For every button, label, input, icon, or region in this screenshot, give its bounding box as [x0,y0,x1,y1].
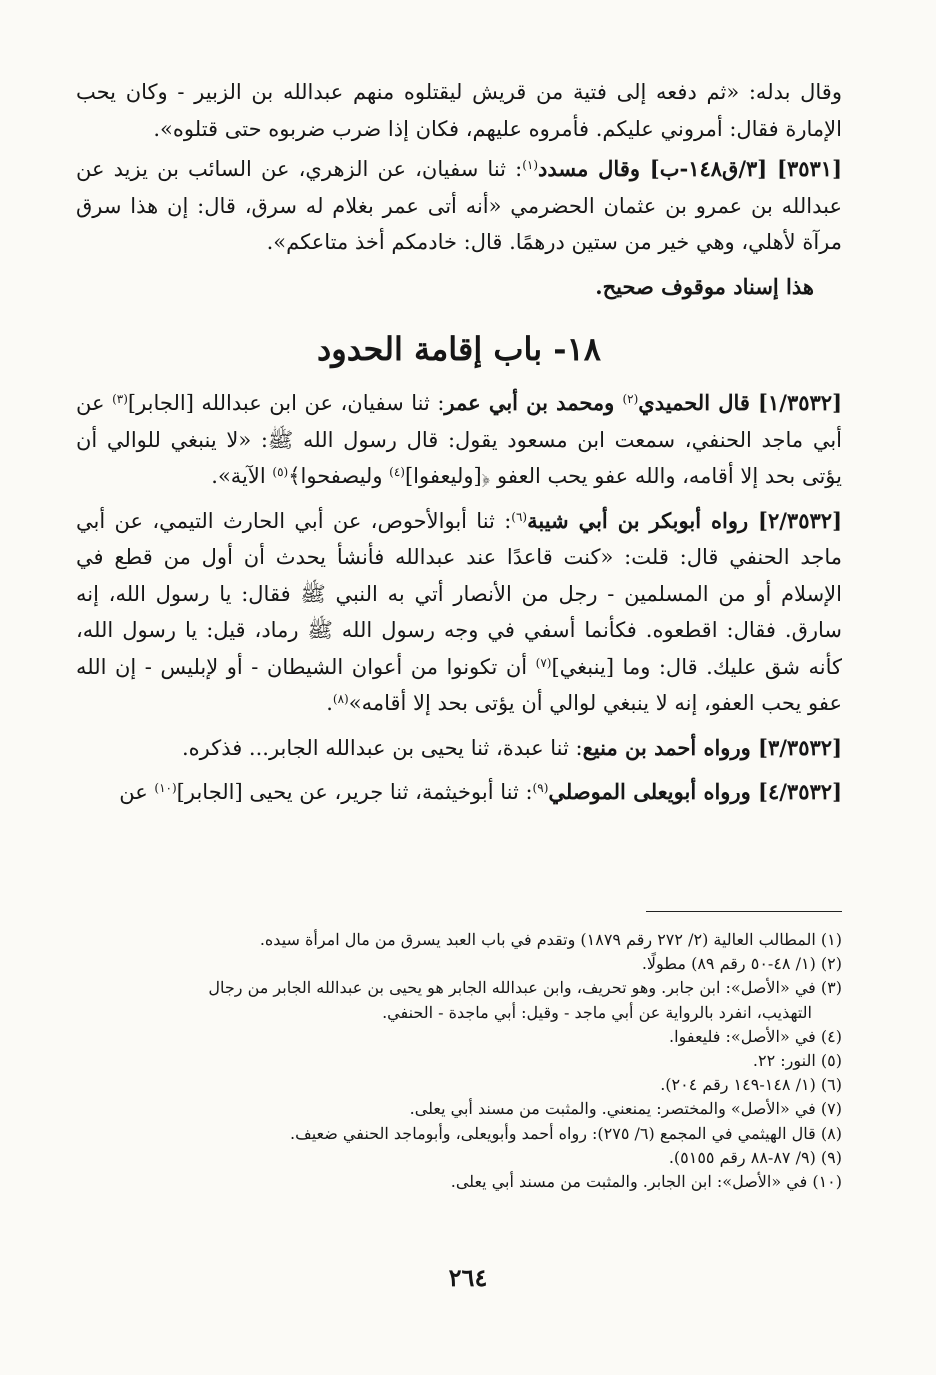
footnote-5: (٥) النور: ٢٢. [752,1051,842,1071]
footnote-2: (٢) (١/ ٤٨-٥٠ رقم ٨٩) مطولًا. [641,954,842,974]
hadith-text: : ثنا سفيان، عن الزهري، عن السائب بن يزيد عن عبدالله بن عمرو بن عثمان الحضرمي «أنه أتى عمر بغلام له سرق، قال: إن هذا سرق مرآة لأهلي، وهي خير من ستين درهمًا. قال: خادمكم أخذ متاعكم». [76,157,842,254]
footnote-ref-1: (١) [522,158,539,172]
footnote-4: (٤) في «الأصل»: فليعفوا. [669,1026,842,1046]
hadith-text: عن أبي ماجد الحنفي، سمعت ابن مسعود يقول: قال رسول الله ﷺ: «لا ينبغي للوالي أن يؤتى بحد إلا أقامه، والله عفو يحب العفو ﴿[وليعفوا] [76,391,842,488]
hadith-text: : ثنا أبوخيثمة، ثنا جرير، عن يحيى [الجابر] [176,780,533,804]
footnote-3: (٣) في «الأصل»: ابن جابر. وهو تحريف، وابن عبدالله الجابر هو يحيى بن عبدالله الجابر من رجال [208,978,842,998]
hadith-3532-3 [76,730,842,767]
footnote-7: (٧) في «الأصل» والمختصر: يمنعني. والمثبت من مسند أبي يعلى. [409,1099,842,1119]
paragraph-text: وقال بدله: «ثم دفعه إلى فتية من قريش ليقتلوه منهم عبدالله بن الزبير - وكان يحب الإمارة فقال: أمروني عليكم. فأمروه عليهم، فكان إذا ضرب ضربوه حتى قتلوه». [76,80,842,141]
footnote-ref-9: (٩) [532,781,549,795]
footnotes [76,928,842,1194]
main-text [76,74,842,819]
hadith-number-3532-3: [٣/٣٥٣٢] ورواه أحمد بن منيع [582,734,842,760]
chapter-heading: ١٨- باب إقامة الحدود [317,330,601,368]
footnote-ref-3: (٣) [112,392,128,406]
hadith-text: وليصفحوا﴾ [288,464,390,488]
hadith-3532-1 [76,385,842,495]
isnad-verdict: هذا إسناد موقوف صحيح. [595,273,814,299]
footnote-3-continuation: التهذيب، انفرد بالرواية عن أبي ماجد - وقيل: أبي ماجدة - الحنفي. [382,1002,812,1022]
footnote-ref-6: (٦) [511,509,528,524]
footnote-1: (١) المطالب العالية (٢/ ٢٧٢ رقم ١٨٧٩) وتقدم في باب العبد يسرق من مال امرأة سيده. [259,930,842,949]
footnote-ref-10: (١٠) [154,781,177,795]
hadith-number-3531: [٣٥٣١] [٣/ق١٤٨-ب] وقال مسدد [538,156,842,181]
footnote-9: (٩) (٩/ ٨٧-٨٨ رقم ٥١٥٥). [668,1147,842,1167]
footnote-6: (٦) (١/ ١٤٨-١٤٩ رقم ٢٠٤). [660,1075,842,1095]
footnote-8: (٨) قال الهيثمي في المجمع (٦/ ٢٧٥): رواه أحمد وأبويعلى، وأبوماجد الحنفي ضعيف. [290,1123,842,1143]
hadith-number-3532-2: [٢/٣٥٣٢] رواه أبوبكر بن أبي شيبة [527,507,842,533]
hadith-number-3532-1: [١/٣٥٣٢] قال الحميدي [638,390,843,415]
footnote-ref-2: (٢) [622,392,639,406]
hadith-3531 [76,151,842,261]
footnote-ref-4: (٤) [389,465,405,479]
hadith-3532-2 [76,503,842,722]
hadith-number-3532-4: [٤/٣٥٣٢] ورواه أبويعلى الموصلي [548,779,842,804]
hadith-text: . [326,691,333,715]
footnote-10: (١٠) في «الأصل»: ابن الجابر. والمثبت من مسند أبي يعلى. [450,1172,842,1192]
footnote-ref-5: (٥) [272,465,289,479]
hadith-text: : ثنا أبوالأحوص، عن أبي الحارث التيمي، عن أبي ماجد الحنفي قال: قلت: «كنت قاعدًا عند عبدالله فأنشأ يحدث أن أول من قطع في الإسلام أو من المسلمين - رجل من الأنصار أتي به النبي ﷺ فقال: يا رسول الله، إنه سارق. فقال: اقطعوه. فكأنما أسفي في وجه رسول الله ﷺ رماد، قيل: يا رسول الله، كأنه شق عليك. قال: وما [ينبغي] [76,508,843,679]
hadith-text: أن تكونوا من أعوان الشيطان - أو لإبليس - إن الله عفو يحب العفو، إنه لا ينبغي لوالي أن يؤتى بحد إلا أقامه» [76,654,842,715]
footnote-ref-8: (٨) [332,692,349,706]
hadith-text: الآية». [211,464,273,488]
hadith-text: : ثنا سفيان، عن ابن عبدالله [الجابر] [127,391,445,415]
hadith-text: عن [119,780,155,804]
footnote-ref-7: (٧) [535,655,552,670]
hadith-text: : ثنا عبدة، ثنا يحيى بن عبدالله الجابر... فذكره. [181,735,583,760]
page-number: ٢٦٤ [448,1263,488,1292]
paragraph-continuation [76,74,842,147]
footnote-divider [646,911,842,912]
hadith-3532-4 [76,774,842,811]
narrator-name: ومحمد بن أبي عمر [444,390,623,415]
